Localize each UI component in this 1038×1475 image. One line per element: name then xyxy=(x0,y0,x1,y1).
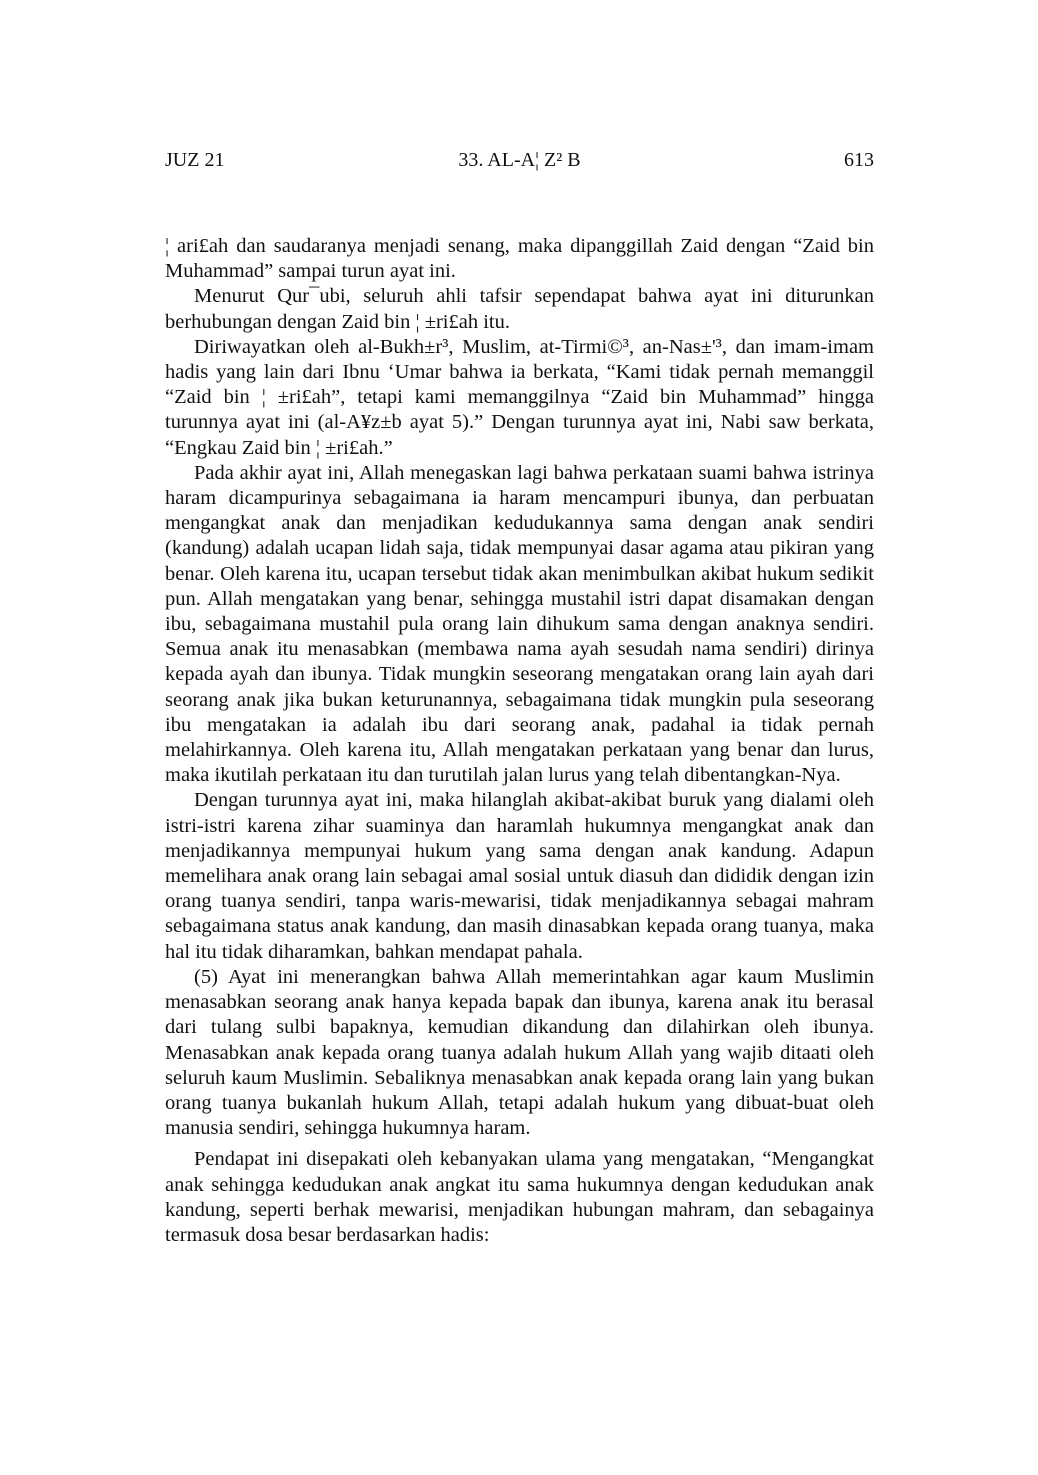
juz-label: JUZ 21 xyxy=(165,149,225,171)
page-number: 613 xyxy=(844,149,874,171)
paragraph: Pada akhir ayat ini, Allah menegaskan lagi bahwa perkataan suami bahwa istrinya haram dicampurinya sebagaimana ia haram mencampuri ibunya, dan perbuatan mengangkat anak dan menjadikan kedudukannya sama dengan anak sendiri (kandung) adalah ucapan lidah saja, tidak mempunyai dasar agama atau pikiran yang benar. Oleh karena itu, ucapan tersebut tidak akan menimbulkan akibat hukum sedikit pun. Allah mengatakan yang benar, sehingga mustahil istri dapat disamakan dengan ibu, sebagaimana mustahil pula orang lain dihukum sama dengan anaknya sendiri. Semua anak itu menasabkan (membawa nama ayah sesudah nama sendiri) dirinya kepada ayah dan ibunya. Tidak mungkin seseorang mengatakan orang lain ayah dari seorang anak jika bukan keturunannya, sebagaimana tidak mungkin pula seseorang ibu mengatakan ia adalah ibu dari seorang anak, padahal ia tidak pernah melahirkannya. Oleh karena itu, Allah mengatakan perkataan yang benar dan lurus, maka ikutilah perkataan itu dan turutilah jalan lurus yang telah dibentangkan-Nya. xyxy=(165,461,874,787)
paragraph: Menurut Qur¯ubi, seluruh ahli tafsir sependapat bahwa ayat ini diturunkan berhubungan dengan Zaid bin ¦ ±ri£ah itu. xyxy=(165,285,874,333)
paragraph: Pendapat ini disepakati oleh kebanyakan ulama yang mengatakan, “Mengangkat anak sehingga kedudukan anak angkat itu sama hukumnya dengan kedudukan anak kandung, seperti berhak mewarisi, menjadikan hubungan mahram, dan sebagainya termasuk dosa besar berdasarkan hadis: xyxy=(165,1148,874,1246)
surah-title: 33. AL-A¦ Z² B xyxy=(458,149,581,171)
running-header xyxy=(165,146,874,174)
paragraph: Dengan turunnya ayat ini, maka hilanglah akibat-akibat buruk yang dialami oleh istri-istri karena zihar suaminya dan haramlah hukumnya mengangkat anak dan menjadikannya mempunyai hukum yang sama dengan anak kandung. Adapun memelihara anak orang lain sebagai amal sosial untuk diasuh dan dididik dengan izin orang tuanya sendiri, tanpa waris-mewarisi, tidak menjadikannya sebagai mahram sebagaimana status anak kandung, dan masih dinasabkan kepada orang tuanya, maka hal itu tidak diharamkan, bahkan mendapat pahala. xyxy=(165,789,874,963)
paragraph: (5) Ayat ini menerangkan bahwa Allah memerintahkan agar kaum Muslimin menasabkan seorang anak hanya kepada bapak dan ibunya, karena anak itu berasal dari tulang sulbi bapaknya, kemudian dikandung dan dilahirkan oleh ibunya. Menasabkan anak kepada orang tuanya adalah hukum Allah yang wajib ditaati oleh seluruh kaum Muslimin. Sebaliknya menasabkan anak kepada orang lain yang bukan orang tuanya bukanlah hukum Allah, tetapi adalah hukum yang dibuat-buat oleh manusia sendiri, sehingga hukumnya haram. xyxy=(165,965,874,1140)
paragraph: Diriwayatkan oleh al-Bukh±r³, Muslim, at-Tirmi©³, an-Nas±'³, dan imam-imam hadis yang lain dari Ibnu ‘Umar bahwa ia berkata, “Kami tidak pernah memanggil “Zaid bin ¦ ±ri£ah”, tetapi kami memanggilnya “Zaid bin Muhammad” hingga turunnya ayat ini (al-A¥z±b ayat 5).” Dengan turunnya ayat ini, Nabi saw berkata, “Engkau Zaid bin ¦ ±ri£ah.” xyxy=(165,335,874,459)
body-text xyxy=(165,234,874,1248)
paragraph-continued: ¦ ari£ah dan saudaranya menjadi senang, maka dipanggillah Zaid dengan “Zaid bin Muhammad” sampai turun ayat ini. xyxy=(165,235,874,283)
